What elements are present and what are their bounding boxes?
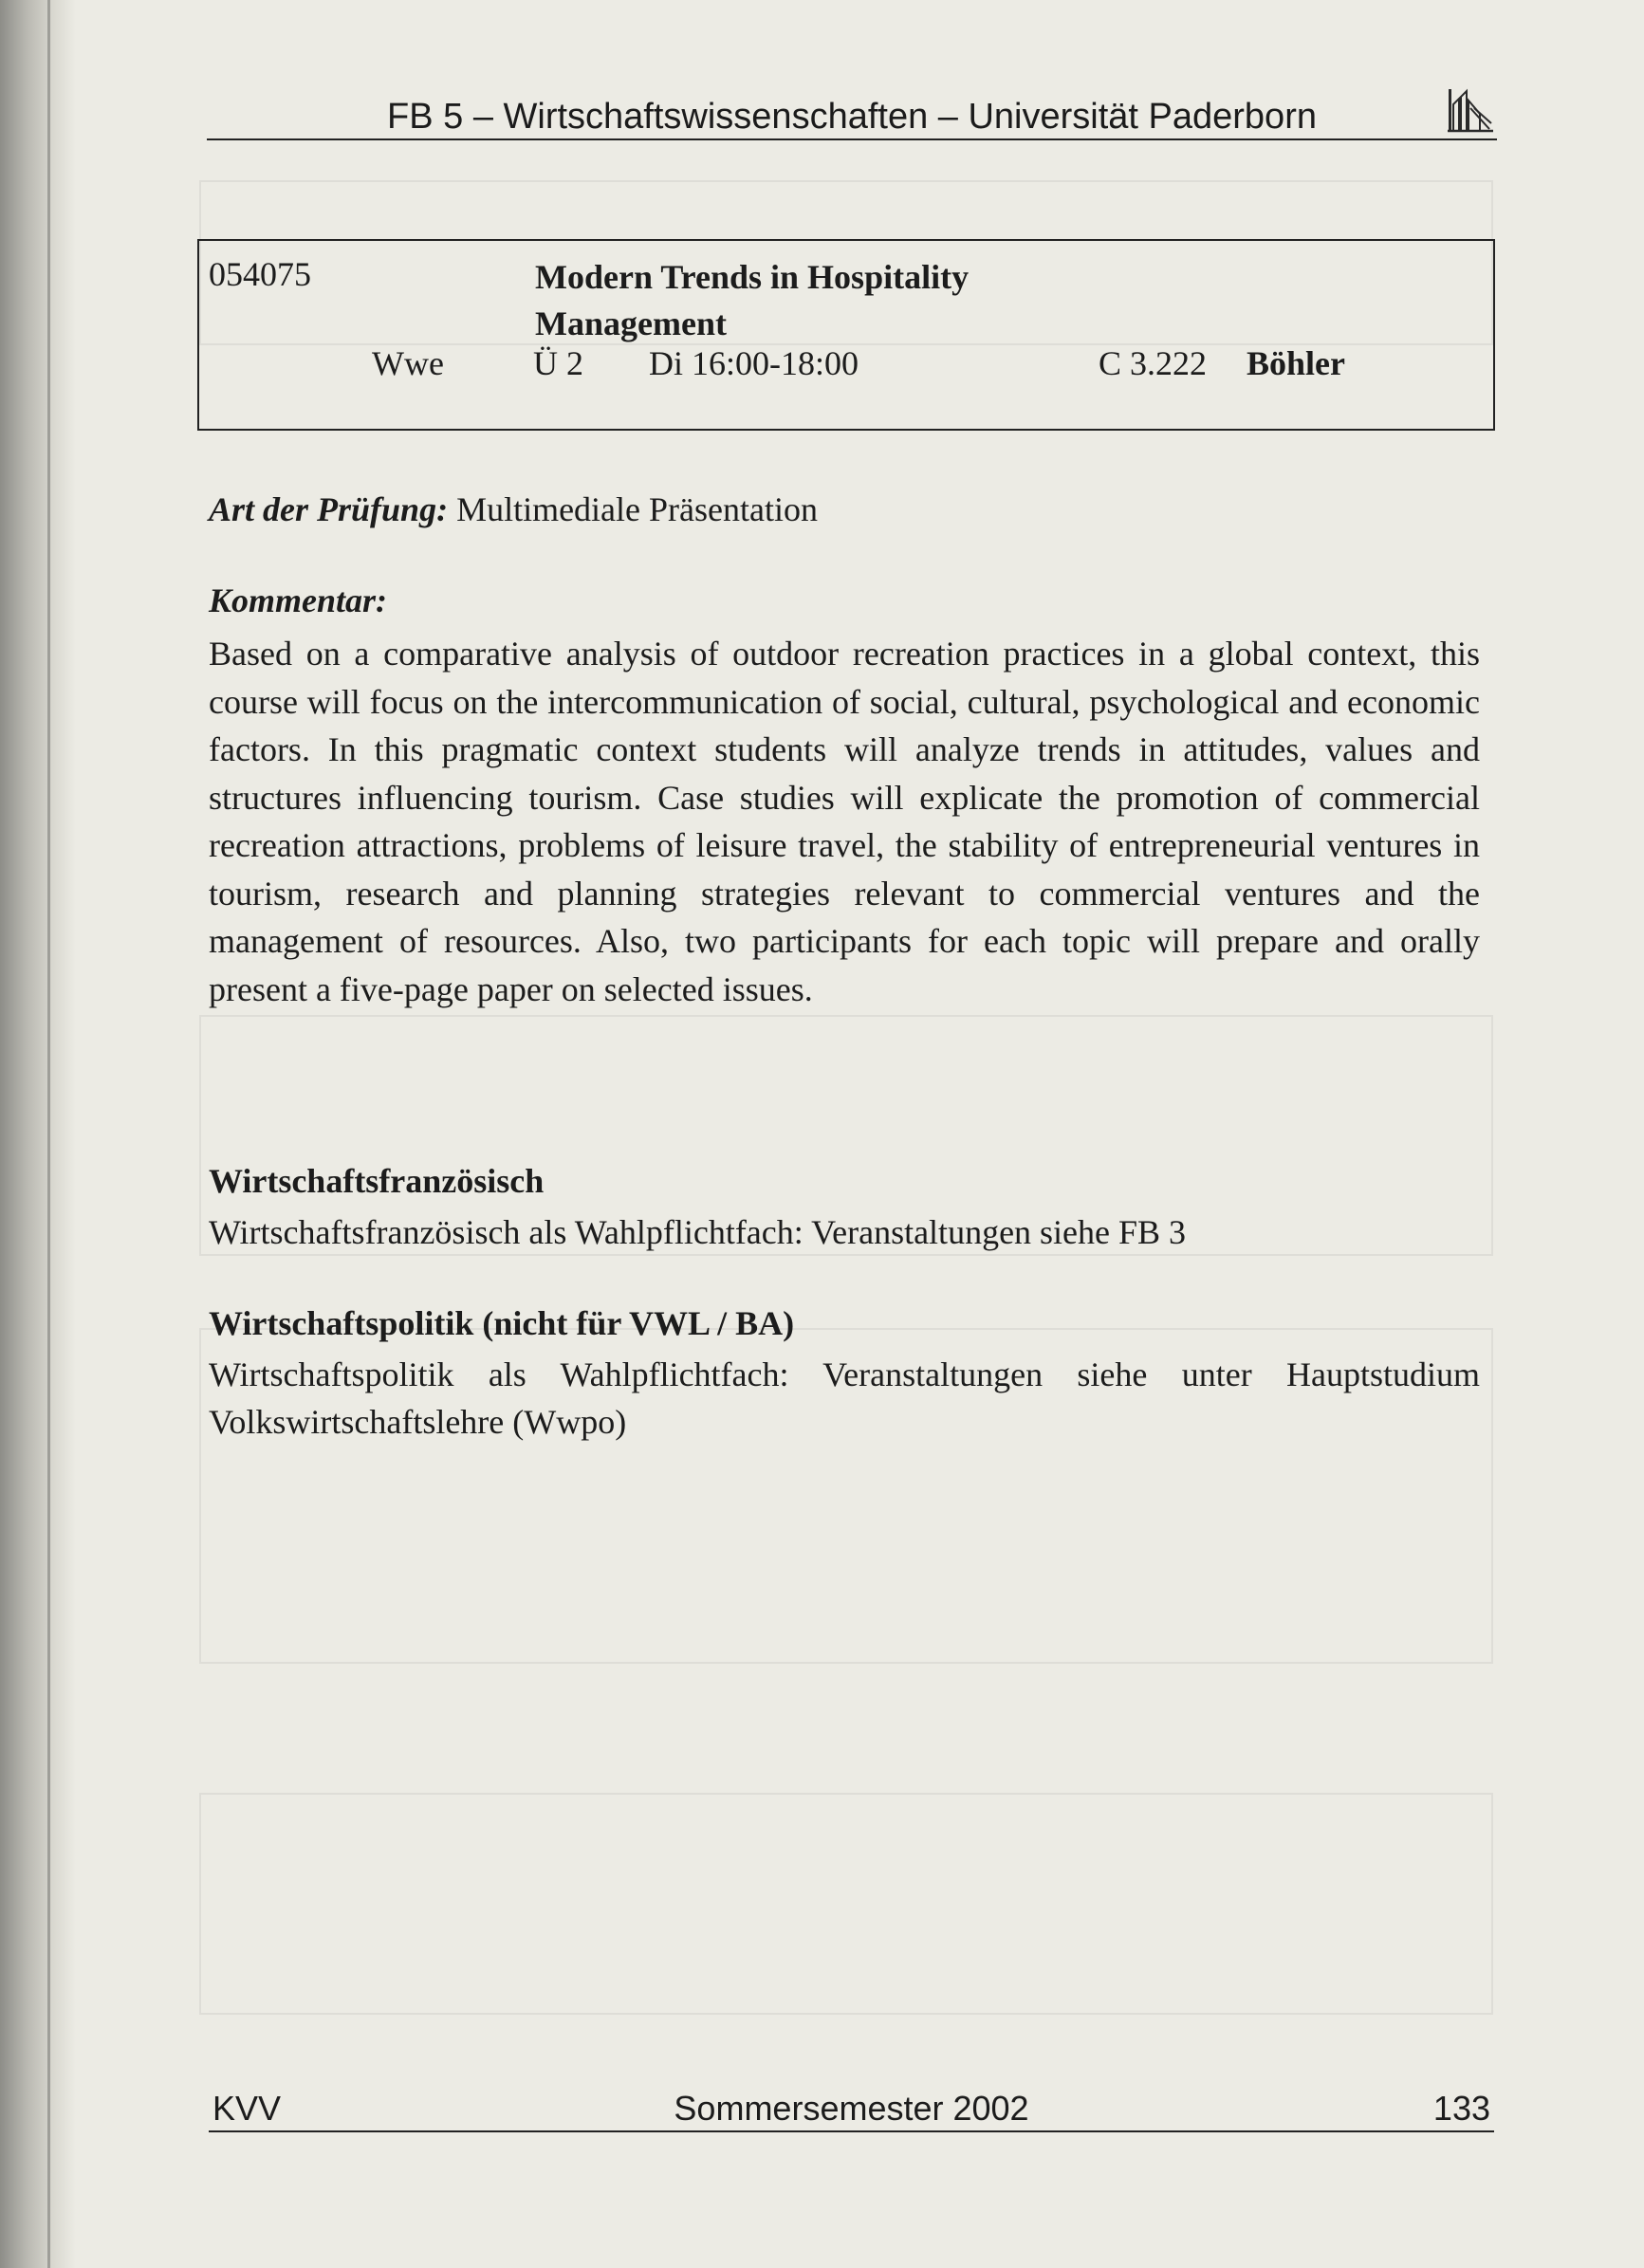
course-number: 054075 xyxy=(209,255,311,293)
footer-kvv: KVV xyxy=(212,2089,282,2128)
page-gutter-shadow xyxy=(0,0,76,2268)
course-lecturer: Böhler xyxy=(1247,344,1345,382)
exam-type xyxy=(209,489,818,529)
course-title xyxy=(535,254,969,347)
footer-semester: Sommersemester 2002 xyxy=(674,2089,1029,2128)
page-header xyxy=(207,95,1497,140)
exam-label: Art der Prüfung: xyxy=(209,490,449,528)
university-paderborn-logo-icon xyxy=(1446,85,1495,135)
course-info-box xyxy=(197,239,1495,431)
section-text-wirtschaftsfranzoesisch: Wirtschaftsfranzösisch als Wahlpflichtfach: Veranstaltungen siehe FB 3 xyxy=(209,1213,1187,1251)
course-title-line-1: Modern Trends in Hospitality xyxy=(535,258,970,296)
kommentar-label: Kommentar: xyxy=(209,581,388,619)
course-subject: Wwe xyxy=(372,344,444,382)
kommentar-text: Based on a comparative analysis of outdoor recreation practices in a global context, this course will focus on the intercommunication of social, cultural, psychological and economic factors. In this pragmatic context students will analyze trends in attitudes, values and structures influencing tourism. Case studies will explicate the promotion of commercial recreation attractions, problems of leisure travel, the stability of entrepreneurial ventures in tourism, research and planning strategies relevant to commercial ventures and the management of resources. Also, two participants for each topic will prepare and orally present a five-page paper on selected issues. xyxy=(209,635,1480,1008)
page-number: 133 xyxy=(1432,2089,1490,2128)
section-text-wirtschaftspolitik: Wirtschaftspolitik als Wahlpflichtfach: Veranstaltungen siehe unter Hauptstudium Volkswirtschaftslehre (Wwpo) xyxy=(209,1355,1480,1441)
show-through-shadow xyxy=(199,180,1499,2001)
course-title-line-2: Management xyxy=(535,304,727,342)
page-footer xyxy=(209,2087,1494,2132)
section-heading-wirtschaftsfranzoesisch: Wirtschaftsfranzösisch xyxy=(209,1162,545,1200)
section-heading-wirtschaftspolitik: Wirtschaftspolitik (nicht für VWL / BA) xyxy=(209,1304,795,1342)
course-time: Di 16:00-18:00 xyxy=(649,344,859,382)
course-room: C 3.222 xyxy=(1099,344,1208,382)
binding-edge xyxy=(47,0,50,2268)
course-type: Ü 2 xyxy=(533,344,583,382)
exam-value: Multimediale Präsentation xyxy=(456,490,818,528)
header-title: FB 5 – Wirtschaftswissenschaften – Universität Paderborn xyxy=(387,97,1317,137)
